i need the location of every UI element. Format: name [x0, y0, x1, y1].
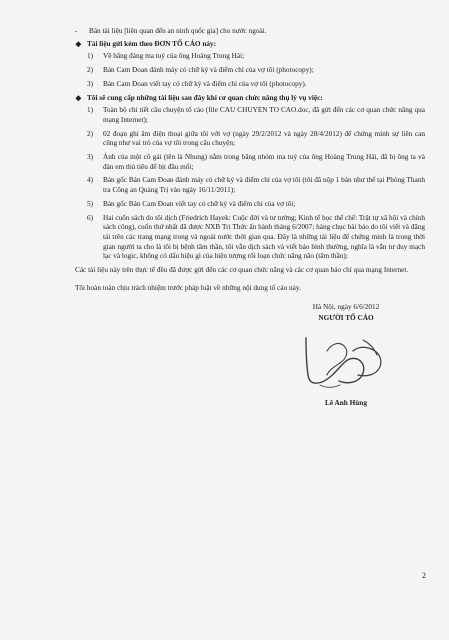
section-future-documents-title: Tôi sẽ cung cấp những tài liệu sau đây khi cơ quan chức năng thụ lý vụ việc: [87, 93, 323, 102]
section-bullet-icon: ❖ [75, 93, 82, 103]
list-item-text: Hai cuốn sách do tôi dịch (Friedrich Hayek: Cuộc đời và tư tưởng; Kinh tế học thể chế: Trật tự xã hội và chính sách công), cuốn thứ nhất đã được NXB Tri Thức ấn hành tháng 6/2007; hàng chục bài báo do tôi viết và đăng tải trên các trang mạng trong và ngoài nước thời gian qua. Đây là những tài liệu để chứng minh là trong thời gian người ta cho là tôi bị bệnh tâm thần, tôi vẫn dịch sách và viết báo bình thường, nghĩa là vẫn tư duy mạch lạc và logic, không có dấu hiệu gì của hiện tượng rối loạn chức năng não (tâm thần); [103, 213, 425, 261]
list-item-text: Bản gốc Bản Cam Đoan đánh máy có chữ ký và điểm chỉ của vợ tôi (tôi đã nộp 1 bản như thế tại Phòng Thanh tra Công an Quảng Trị vào ngày 16/11/2011); [103, 176, 425, 195]
list-item-number: 1) [87, 52, 94, 61]
list-item [75, 130, 425, 149]
list-item [75, 52, 425, 62]
list-item [75, 153, 425, 172]
list-item-text: Bản gốc Bản Cam Đoan viết tay có chữ ký và điểm chỉ của vợ tôi; [103, 199, 296, 208]
list-item-number: 6) [87, 213, 94, 222]
list-item [75, 80, 425, 90]
list-item-number: 3) [87, 79, 94, 88]
list-item-text: 02 đoạn ghi âm điện thoại giữa tôi với vợ (ngày 29/2/2012 và ngày 28/4/2012) để chứng minh sự liên can cũng như vai trò của vợ tôi trong câu chuyện; [103, 129, 425, 148]
section-future-documents-heading [75, 94, 425, 104]
list-item-number: 3) [87, 153, 94, 162]
section-attached-documents-title: Tài liệu gửi kèm theo ĐƠN TỐ CÁO này: [87, 39, 217, 48]
list-item-number: 1) [87, 106, 94, 115]
signature-place-date: Hà Nội, ngày 6/6/2012 [312, 303, 380, 312]
top-bullet-text: Bản tài liệu [liên quan đến an ninh quốc gia] cho nước ngoài. [89, 27, 267, 35]
signature-block [296, 303, 396, 408]
closing-paragraph-documents: Các tài liệu này trên thực tế đều đã được gửi đến các cơ quan chức năng và các cơ quan báo chí qua mạng Internet. [75, 266, 409, 275]
list-item-text: Về băng đảng ma tuý của ông Hoàng Trung Hải; [103, 52, 245, 61]
list-item [75, 176, 425, 195]
signature-title: NGƯỜI TỐ CÁO [318, 314, 374, 323]
list-item [75, 200, 425, 210]
list-item [75, 66, 425, 76]
top-bullet-line [75, 27, 425, 37]
list-item-number: 5) [87, 199, 94, 208]
list-item-number: 2) [87, 66, 94, 75]
list-item-text: Bản Cam Đoan viết tay có chữ ký và điểm chỉ của vợ tôi (photocopy). [103, 79, 307, 88]
section-bullet-icon: ❖ [75, 39, 82, 49]
list-item-number: 2) [87, 129, 94, 138]
handwritten-signature-mark [296, 330, 396, 394]
list-item [75, 214, 425, 263]
list-item-number: 4) [87, 176, 94, 185]
closing-paragraph-responsibility: Tôi hoàn toàn chịu trách nhiệm trước pháp luật về những nội dung tố cáo này. [75, 283, 301, 292]
list-item [75, 106, 425, 125]
section-attached-documents-heading [75, 40, 425, 50]
signature-name: Lê Anh Hùng [325, 398, 367, 407]
list-item-text: Ảnh của một cô gái (tên là Nhung) nằm trong băng nhóm ma tuý của ông Hoàng Trung Hải, đã bị ông ta và đàn em thủ tiêu để bịt đầu mối; [103, 153, 425, 171]
list-item-text: Bản Cam Đoan đánh máy có chữ ký và điểm chỉ của vợ tôi (photocopy); [103, 66, 314, 75]
list-item-text: Toàn bộ chi tiết câu chuyện tố cáo (file CAU CHUYEN TO CAO.doc, đã gửi đến các cơ quan chức năng qua mạng Internet); [103, 106, 425, 124]
page-number: 2 [422, 571, 426, 580]
top-bullet-marker: - [75, 27, 78, 35]
